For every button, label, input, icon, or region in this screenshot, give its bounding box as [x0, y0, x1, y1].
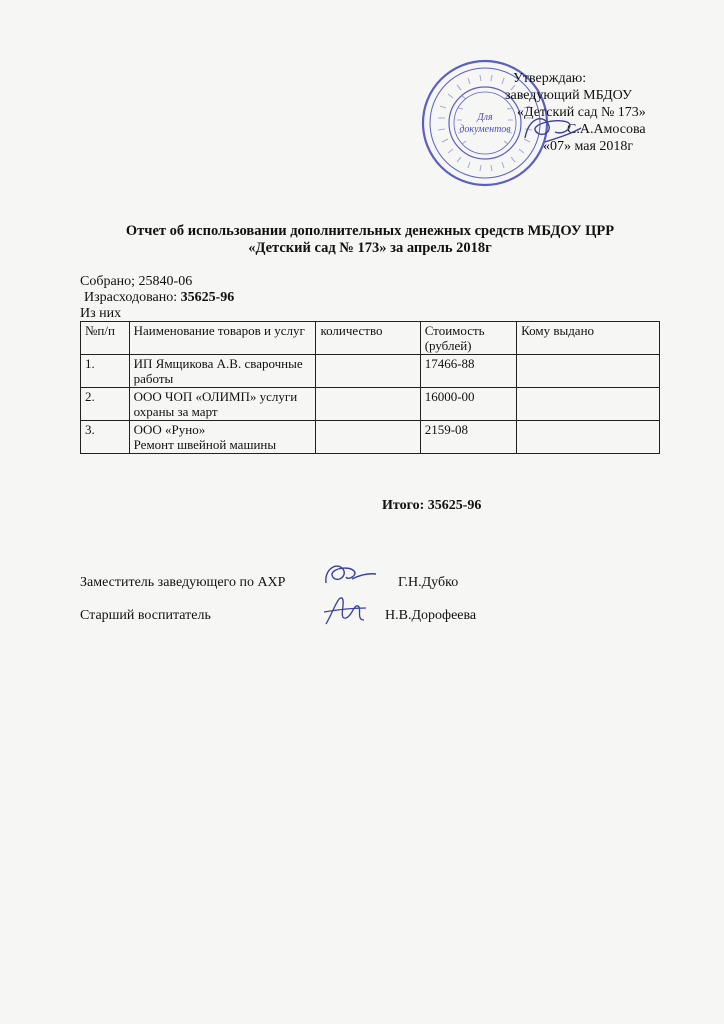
row-item-name: ИП Ямщикова А.В. сварочные работы — [129, 355, 316, 388]
senior-educator-signature — [320, 590, 370, 630]
approval-line-position: заведующий МБДОУ — [505, 88, 632, 103]
director-signature — [515, 108, 585, 148]
row-number: 3. — [81, 421, 130, 454]
row-cost: 2159-08 — [420, 421, 516, 454]
header-number: №п/п — [81, 322, 130, 355]
expenses-table — [80, 321, 660, 454]
row-number: 2. — [81, 388, 130, 421]
row-issued-to — [517, 388, 660, 421]
signature-role-senior-educator: Старший воспитатель — [80, 608, 211, 623]
row-number: 1. — [81, 355, 130, 388]
report-title — [80, 223, 660, 257]
row-quantity — [316, 388, 420, 421]
row-item-name: ООО «Руно» Ремонт швейной машины — [129, 421, 316, 454]
row-cost: 17466-88 — [420, 355, 516, 388]
header-cost: Стоимость (рублей) — [420, 322, 516, 355]
row-quantity — [316, 355, 420, 388]
row-item-name: ООО ЧОП «ОЛИМП» услуги охраны за март — [129, 388, 316, 421]
signature-name-senior-educator: Н.В.Дорофеева — [385, 608, 477, 623]
signature-name-deputy: Г.Н.Дубко — [398, 575, 459, 590]
row-quantity — [316, 421, 420, 454]
summary-block — [80, 274, 234, 322]
table-row — [81, 388, 660, 421]
svg-text:документов: документов — [459, 124, 511, 135]
total-amount: Итого: 35625-96 — [382, 498, 482, 513]
header-item-name: Наименование товаров и услуг — [129, 322, 316, 355]
row-cost: 16000-00 — [420, 388, 516, 421]
row-issued-to — [517, 355, 660, 388]
table-header-row — [81, 322, 660, 355]
table-row — [81, 421, 660, 454]
spent-amount — [80, 290, 234, 306]
row-issued-to — [517, 421, 660, 454]
report-title-line-2: «Детский сад № 173» за апрель 2018г — [248, 240, 492, 256]
deputy-signature — [318, 557, 380, 591]
header-issued-to: Кому выдано — [517, 322, 660, 355]
header-quantity: количество — [316, 322, 420, 355]
approval-line-organization: «Детский сад № 173» — [517, 105, 646, 120]
approval-line-approve: Утверждаю: — [513, 71, 587, 86]
collected-amount: Собрано; 25840-06 — [80, 274, 193, 289]
signature-role-deputy: Заместитель заведующего по АХР — [80, 575, 286, 590]
approval-line-name: С.А.Амосова — [567, 122, 646, 137]
spent-value: 35625-96 — [180, 290, 235, 305]
svg-text:Для: Для — [477, 112, 493, 123]
of-them-label: Из них — [80, 306, 122, 321]
approval-line-date: «07» мая 2018г — [543, 139, 634, 154]
table-row — [81, 355, 660, 388]
spent-label: Израсходовано: — [84, 290, 181, 305]
report-title-line-1: Отчет об использовании дополнительных денежных средств МБДОУ ЦРР — [125, 223, 615, 239]
